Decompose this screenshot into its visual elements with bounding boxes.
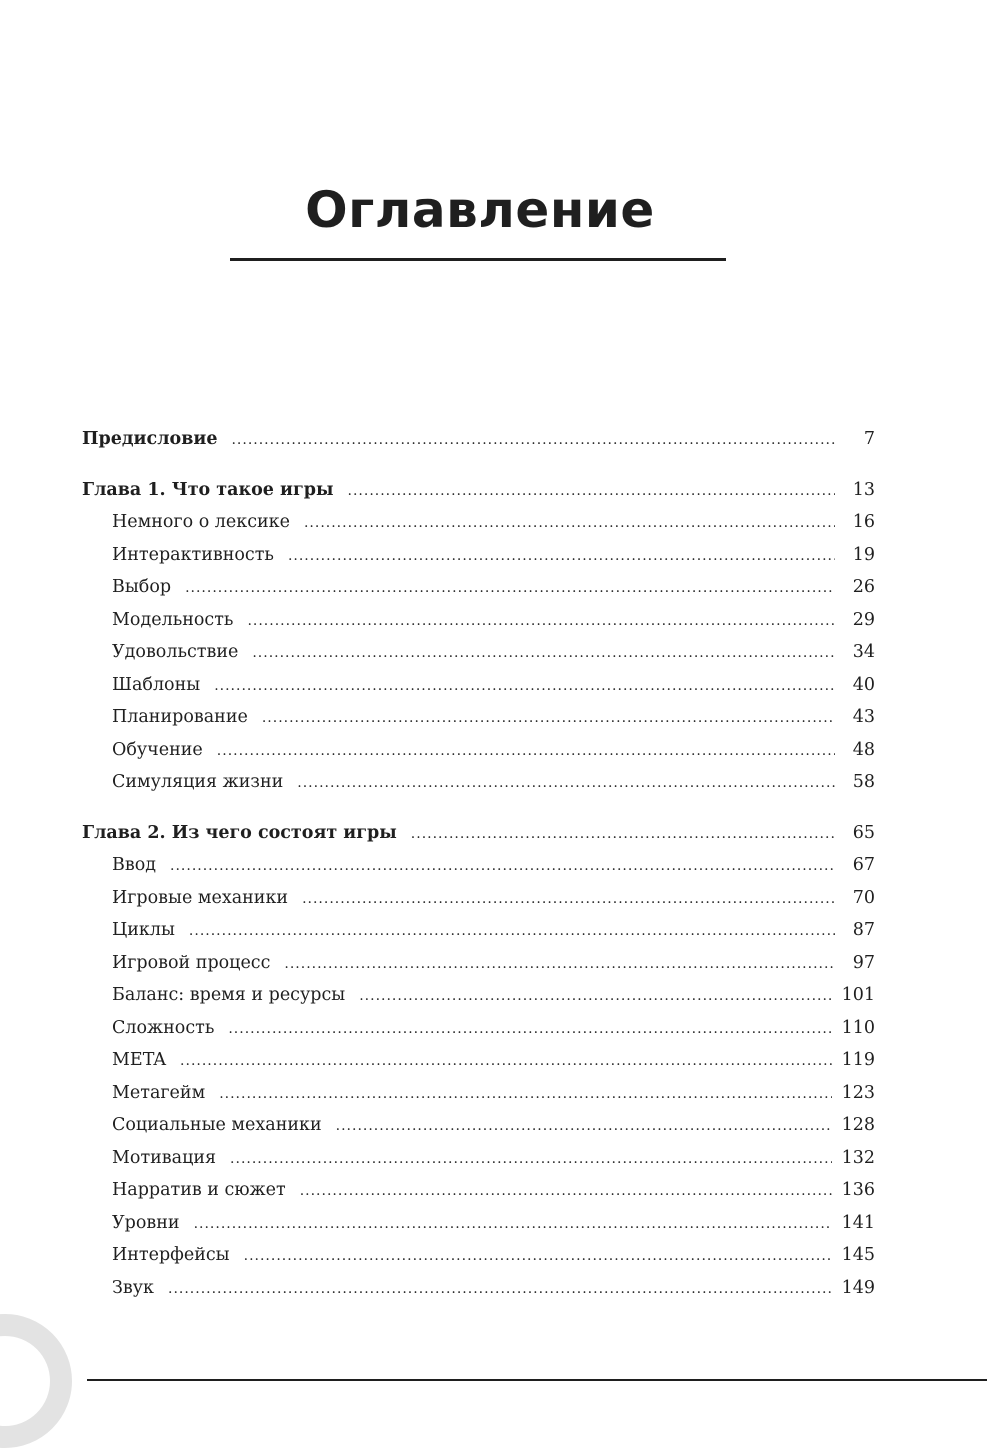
- toc-page-number: 58: [852, 772, 875, 792]
- toc-entry-section[interactable]: [82, 636, 875, 669]
- toc-entry-section[interactable]: [82, 669, 875, 702]
- toc-entry-label: Выбор: [112, 577, 172, 597]
- toc-page-number: 110: [841, 1017, 875, 1038]
- toc-entry-section[interactable]: [82, 914, 875, 947]
- toc-entry-section[interactable]: [82, 571, 875, 604]
- toc-entry-section[interactable]: [82, 1239, 875, 1272]
- dot-leader: [262, 702, 835, 735]
- toc-entry-label: Глава 1. Что такое игры: [82, 479, 334, 500]
- toc-page-number: 48: [852, 739, 875, 760]
- toc-entry-label: Уровни: [112, 1212, 180, 1233]
- dot-leader: [348, 475, 835, 508]
- toc-entry-label: META: [112, 1050, 167, 1070]
- title-underline: [230, 258, 726, 261]
- toc-entry-section[interactable]: [82, 882, 875, 915]
- toc-entry-chapter-1[interactable]: [82, 474, 875, 507]
- dot-leader: [411, 818, 835, 851]
- toc-entry-label: Обучение: [112, 739, 203, 760]
- toc-entry-section[interactable]: [82, 1272, 875, 1305]
- toc-entry-label: Ввод: [112, 855, 157, 875]
- dot-leader: [230, 1143, 832, 1176]
- footer-rule: [87, 1379, 987, 1381]
- dot-leader: [194, 1208, 832, 1241]
- toc-page-number: 101: [841, 985, 875, 1005]
- dot-leader: [231, 424, 835, 457]
- toc-entry-section[interactable]: [82, 604, 875, 637]
- toc-entry-label: Планирование: [112, 707, 248, 727]
- toc-entry-section[interactable]: [82, 849, 875, 882]
- toc-entry-section[interactable]: [82, 1044, 875, 1077]
- table-of-contents: [82, 423, 875, 1304]
- toc-entry-label: Циклы: [112, 920, 175, 940]
- toc-entry-label: Нарратив и сюжет: [112, 1180, 286, 1200]
- toc-entry-section[interactable]: [82, 979, 875, 1012]
- toc-entry-label: Шаблоны: [112, 674, 201, 695]
- toc-entry-section[interactable]: [82, 1012, 875, 1045]
- toc-page-number: 136: [841, 1180, 875, 1200]
- dot-leader: [219, 1078, 831, 1111]
- dot-leader: [168, 1273, 832, 1306]
- dot-leader: [297, 767, 835, 800]
- toc-entry-label: Удовольствие: [112, 642, 239, 662]
- dot-leader: [185, 572, 835, 605]
- toc-page-number: 141: [841, 1212, 875, 1233]
- dot-leader: [180, 1045, 832, 1078]
- toc-page-number: 13: [852, 479, 875, 500]
- dot-leader: [359, 980, 831, 1013]
- page-title: Оглавление: [305, 181, 655, 239]
- toc-entry-label: Модельность: [112, 609, 234, 630]
- toc-page-number: 65: [852, 822, 875, 843]
- toc-entry-section[interactable]: [82, 1109, 875, 1142]
- toc-entry-label: Звук: [112, 1277, 154, 1298]
- toc-page-number: 7: [863, 429, 875, 449]
- toc-page-number: 16: [852, 512, 875, 532]
- dot-leader: [214, 670, 835, 703]
- toc-entry-label: Интерфейсы: [112, 1245, 230, 1265]
- toc-page-number: 19: [852, 544, 875, 565]
- toc-page-number: 123: [841, 1082, 875, 1103]
- toc-entry-section[interactable]: [82, 1142, 875, 1175]
- toc-page-number: 149: [841, 1277, 875, 1298]
- toc-entry-label: Симуляция жизни: [112, 772, 284, 792]
- toc-entry-label: Предисловие: [82, 429, 218, 449]
- toc-entry-section[interactable]: [82, 539, 875, 572]
- toc-entry-label: Метагейм: [112, 1082, 206, 1103]
- dot-leader: [228, 1013, 831, 1046]
- toc-entry-section[interactable]: [82, 506, 875, 539]
- dot-leader: [252, 637, 835, 670]
- toc-entry-section[interactable]: [82, 1207, 875, 1240]
- toc-entry-section[interactable]: [82, 1077, 875, 1110]
- toc-page-number: 145: [841, 1245, 875, 1265]
- dot-leader: [244, 1240, 832, 1273]
- toc-page-number: 40: [852, 674, 875, 695]
- toc-page-number: 128: [841, 1115, 875, 1135]
- toc-entry-chapter-2[interactable]: [82, 817, 875, 850]
- toc-entry-label: Игровой процесс: [112, 952, 271, 973]
- toc-entry-label: Глава 2. Из чего состоят игры: [82, 822, 397, 843]
- toc-entry-label: Мотивация: [112, 1147, 217, 1168]
- dot-leader: [247, 605, 835, 638]
- toc-entry-preface[interactable]: [82, 423, 875, 456]
- toc-page-number: 29: [852, 609, 875, 630]
- toc-entry-label: Немного о лексике: [112, 512, 290, 532]
- toc-entry-section[interactable]: [82, 766, 875, 799]
- toc-entry-section[interactable]: [82, 1174, 875, 1207]
- toc-entry-section[interactable]: [82, 734, 875, 767]
- toc-entry-label: Сложность: [112, 1017, 215, 1038]
- toc-entry-label: Интерактивность: [112, 544, 274, 565]
- decorative-ring-icon: [0, 1314, 72, 1448]
- dot-leader: [284, 948, 835, 981]
- dot-leader: [300, 1175, 832, 1208]
- toc-page-number: 26: [852, 577, 875, 597]
- toc-page-number: 119: [841, 1050, 875, 1070]
- toc-entry-label: Игровые механики: [112, 887, 289, 908]
- toc-page-number: 34: [852, 642, 875, 662]
- toc-page-number: 132: [841, 1147, 875, 1168]
- toc-entry-label: Баланс: время и ресурсы: [112, 985, 346, 1005]
- toc-entry-section[interactable]: [82, 701, 875, 734]
- dot-leader: [288, 540, 835, 573]
- toc-page-number: 97: [852, 952, 875, 973]
- toc-entry-label: Социальные механики: [112, 1115, 322, 1135]
- dot-leader: [189, 915, 835, 948]
- dot-leader: [217, 735, 835, 768]
- toc-page-number: 67: [852, 855, 875, 875]
- dot-leader: [336, 1110, 832, 1143]
- toc-page-number: 70: [852, 887, 875, 908]
- dot-leader: [170, 850, 835, 883]
- dot-leader: [302, 883, 835, 916]
- toc-page-number: 87: [852, 920, 875, 940]
- toc-entry-section[interactable]: [82, 947, 875, 980]
- toc-page-number: 43: [852, 707, 875, 727]
- dot-leader: [304, 507, 835, 540]
